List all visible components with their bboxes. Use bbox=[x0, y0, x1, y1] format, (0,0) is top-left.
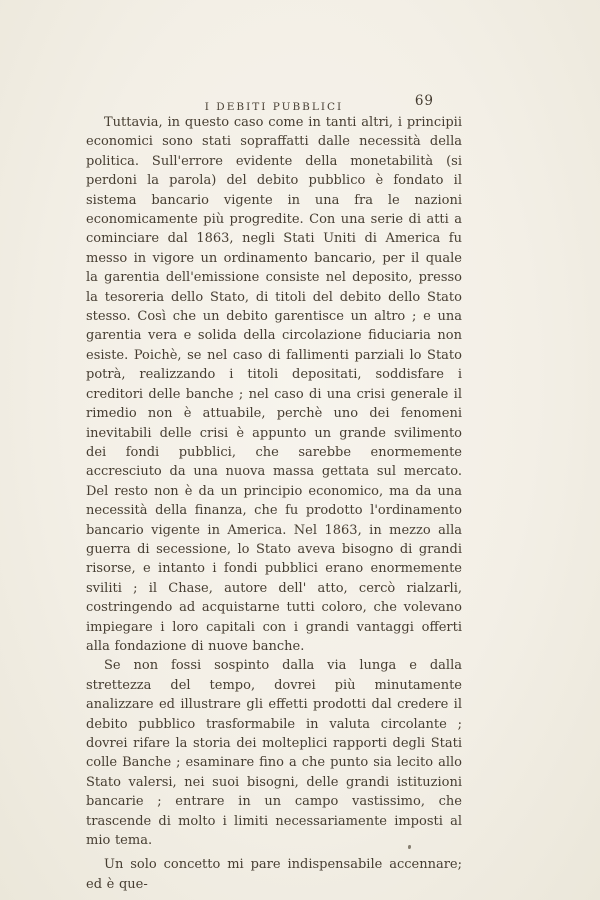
running-header bbox=[86, 95, 462, 111]
paragraph: Tuttavia, in questo caso come in tanti altri, i principii economici sono stati sopraffatti dalle necessità della politica. Sull'errore evidente della monetabilità (si perdoni la parola) del debito pubblico è fondato il sistema bancario vigente in una fra le nazioni economicamente più progredite. Con una serie di atti a cominciare dal 1863, negli Stati Uniti di America fu messo in vigore un ordinamento bancario, per il quale la garentia dell'emissione consiste nel deposito, presso la tesoreria dello Stato, di titoli del debito dello Stato stesso. Così che un debito garentisce un altro ; e una garentia vera e solida della circolazione fiduciaria non esiste. Poichè, se nel caso di fallimenti parziali lo Stato potrà, realizzando i titoli depositati, soddisfare i creditori delle banche ; nel caso di una crisi generale il rimedio non è attuabile, perchè uno dei fenomeni inevitabili delle crisi è appunto un grande svilimento dei fondi pubblici, che sarebbe enormemente accresciuto da una nuova massa gettata sul mercato. Del resto non è da un principio economico, ma da una necessità della finanza, che fu prodotto l'ordinamento bancario vigente in America. Nel 1863, in mezzo alla guerra di secessione, lo Stato aveva bisogno di grandi risorse, e intanto i fondi pubblici erano enormemente sviliti ; il Chase, autore dell' atto, cercò rialzarli, costringendo ad acquistarne tutti coloro, che volevano impiegare i loro capitali con i grandi vantaggi offerti alla fondazione di nuove banche. bbox=[86, 115, 462, 654]
body-text bbox=[86, 113, 462, 894]
running-title: I DEBITI PUBBLICI bbox=[204, 101, 344, 113]
page-number: 69 bbox=[414, 93, 434, 109]
paragraph: Se non fossi sospinto dalla via lunga e dalla strettezza del tempo, dovrei più minutamente analizzare ed illustrare gli effetti prodotti dal credere il debito pubblico trasformabile in valuta circolante ; dovrei rifare la storia dei molteplici rapporti degli Stati colle Banche ; esaminare fino a che punto sia lecito allo Stato valersi, nei suoi bisogni, delle grandi istituzioni bancarie ; entrare in un campo vastissimo, che trascende di molto i limiti necessariamente imposti al mio tema. bbox=[86, 658, 462, 849]
paragraph: Un solo concetto mi pare indispensabile accennare; ed è que- bbox=[86, 857, 462, 892]
